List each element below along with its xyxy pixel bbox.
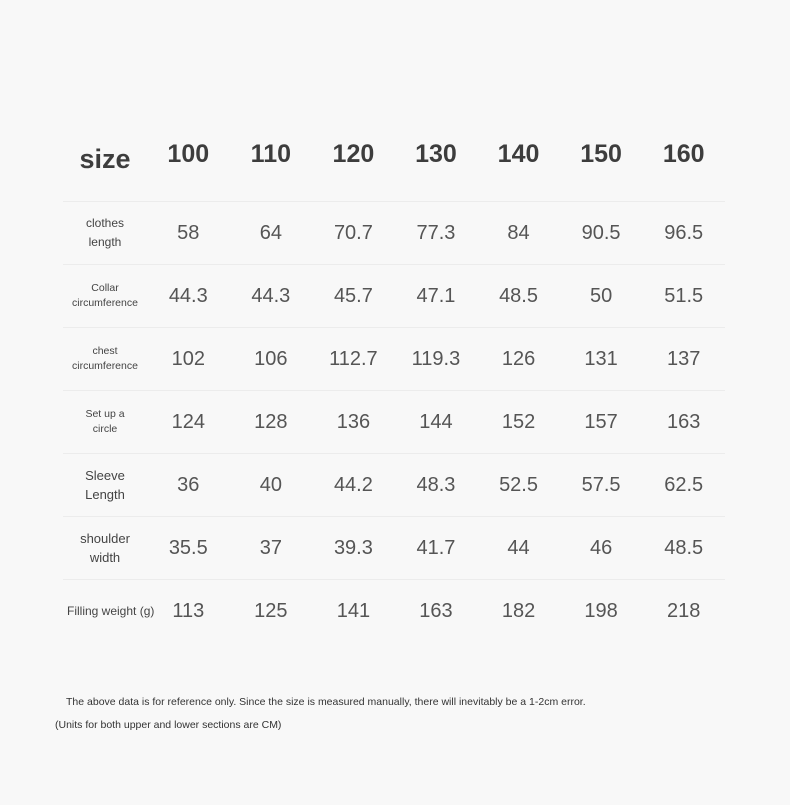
table-cell: 44.3 (251, 284, 291, 307)
table-cell: 90.5 (581, 221, 621, 244)
size-header-cell: 100 (167, 140, 210, 168)
table-cell: 39.3 (333, 536, 373, 559)
table-cell: 47.1 (416, 284, 456, 307)
table-cell: 77.3 (416, 221, 456, 244)
table-cell: 52.5 (499, 473, 538, 496)
table-cell: 62.5 (664, 473, 704, 496)
row-label-shoulder-width: shoulder width (80, 531, 130, 565)
table-cell: 182 (501, 599, 536, 622)
table-cell: 48.5 (664, 536, 704, 559)
table-cell: 144 (419, 410, 453, 433)
table-cell: 113 (172, 599, 205, 622)
table-cell: 128 (254, 410, 288, 433)
table-cell: 64 (259, 221, 282, 244)
table-cell: 44.2 (333, 473, 373, 496)
table-cell: 41.7 (416, 536, 456, 559)
table-cell: 51.5 (664, 284, 704, 307)
table-cell: 37 (259, 536, 282, 559)
table-cell: 58 (177, 221, 200, 244)
table-cell: 44 (507, 536, 530, 559)
table-cell: 131 (584, 347, 618, 370)
table-cell: 35.5 (168, 536, 208, 559)
table-row-filling-weight (63, 580, 725, 643)
table-cell: 124 (171, 410, 205, 433)
table-cell: 137 (667, 347, 701, 370)
table-row-shoulder-width (63, 517, 725, 580)
size-header-cell: 160 (662, 140, 705, 168)
table-cell: 163 (667, 410, 701, 433)
size-header-label: size (79, 144, 131, 174)
table-cell: 102 (171, 347, 205, 370)
table-cell: 50 (589, 284, 613, 307)
table-cell: 57.5 (581, 473, 621, 496)
row-label-filling-weight: Filling weight (g) (67, 603, 155, 618)
table-cell: 157 (584, 410, 618, 433)
table-row-clothes-length (63, 202, 725, 265)
table-cell: 112.7 (329, 347, 378, 370)
disclaimer-note: The above data is for reference only. Since the size is measured manually, there will inevitably be a 1-2cm error. (66, 696, 586, 708)
table-row-set-up-a-circle (63, 391, 725, 454)
table-cell: 48.3 (416, 473, 456, 496)
table-cell: 70.7 (333, 221, 373, 244)
table-cell: 36 (177, 473, 200, 496)
size-header-cell: 120 (332, 140, 375, 168)
row-label-set-up-a-circle: Set up a circle (85, 408, 125, 435)
table-row-collar-circumference (63, 265, 725, 328)
size-header-cell: 150 (580, 140, 622, 168)
table-cell: 126 (501, 347, 536, 370)
row-label-collar-circumference: Collar circumference (72, 282, 138, 309)
size-header-cell: 130 (415, 140, 457, 168)
row-label-sleeve-length: Sleeve Length (85, 468, 125, 502)
table-cell: 136 (336, 410, 371, 433)
table-cell: 141 (336, 599, 371, 622)
table-cell: 119.3 (411, 347, 461, 370)
row-label-clothes-length: clothes length (85, 216, 125, 249)
row-label-chest-circumference: chest circumference (72, 345, 138, 372)
table-cell: 44.3 (168, 284, 208, 307)
table-cell: 125 (254, 599, 288, 622)
table-row-chest-circumference (63, 328, 725, 391)
table-cell: 46 (589, 536, 613, 559)
size-header-cell: 110 (250, 140, 292, 168)
table-cell: 152 (501, 410, 536, 433)
table-cell: 84 (507, 221, 530, 244)
table-cell: 96.5 (664, 221, 704, 244)
units-note: (Units for both upper and lower sections are CM) (55, 719, 282, 731)
table-cell: 163 (419, 599, 453, 622)
table-cell: 218 (667, 599, 701, 622)
size-header-cell: 140 (497, 140, 540, 168)
table-cell: 40 (259, 473, 282, 496)
size-chart-table (63, 112, 725, 643)
table-cell: 48.5 (499, 284, 538, 307)
table-cell: 198 (584, 599, 618, 622)
table-cell: 106 (254, 347, 288, 370)
size-header-row (63, 112, 725, 202)
table-row-sleeve-length (63, 454, 725, 517)
table-cell: 45.7 (333, 284, 373, 307)
